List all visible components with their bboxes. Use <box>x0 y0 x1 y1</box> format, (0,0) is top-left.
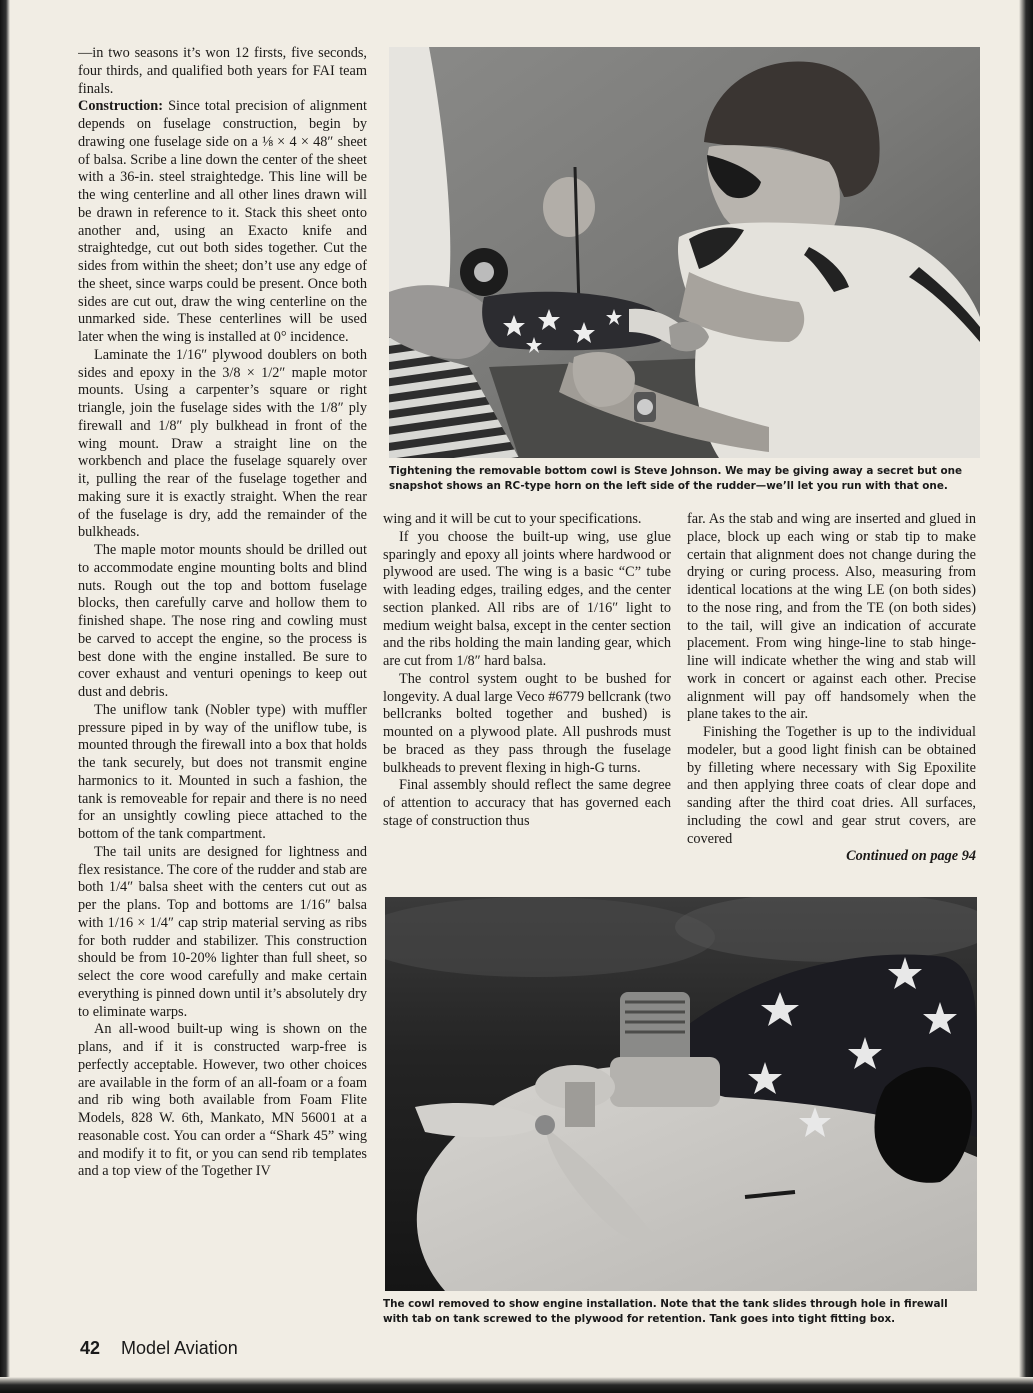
page-edge-shadow-left <box>0 0 10 1393</box>
photo-engine-illustration <box>385 897 977 1291</box>
page-edge-shadow-right <box>1019 0 1033 1393</box>
photo-steve-johnson-cowl <box>389 47 980 458</box>
column3-paragraph-1: far. As the stab and wing are inserted and glued in place, block up each wing or stab tip to make certain that alignment does not change during the drying or curing process. Also, measuring from identical locations at the wing LE (on both sides) to the nose ring, and from the TE (on both sides) to the tail, will give an indication of accurate placement. From wing hinge-line to stab hinge-line will indicate whether the wing and stab will work in concert or against each other. Precise alignment will pay off handsomely when the plane takes to the air. <box>687 511 976 723</box>
construction-runin-heading: Construction: <box>78 98 163 115</box>
article-column-2 <box>383 511 671 886</box>
caption-bottom-line-2: with tab on tank screwed to the plywood for retention. Tank goes into tight fitting box. <box>383 1313 896 1325</box>
column1-paragraph-3: Laminate the 1/16″ plywood doublers on both sides and epoxy in the 3/8 × 1/2″ maple motor mounts. Using a carpenter’s square or right triangle, join the fuselage sides with the 1/8″ ply firewall and 1/8″ ply bulkhead in front of the wing mount. Draw a straight line on the workbench and place the fuselage squarely over it, pulling the rear of the fuselage together and making sure it is exactly straight. When the rear of the fuselage is dry, add the remainder of the bulkheads. <box>78 346 367 541</box>
article-column-1 <box>78 45 367 1335</box>
caption-top-line-2: snapshot shows an RC-type horn on the left side of the rudder—we’ll let you run with that one. <box>389 480 948 492</box>
column2-paragraph-3: The control system ought to be bushed for longevity. A dual large Veco #6779 bellcrank (two bellcranks bolted together and bushed) is mounted on a plywood plate. All pushrods must be braced as they pass through the fuselage bulkheads to prevent flexing in high-G turns. <box>383 670 671 776</box>
column1-paragraph-7: An all-wood built-up wing is shown on the plans, and if it is constructed warp-free is perfectly acceptable. However, two other choices are available in the form of an all-foam or a foam and rib wing both available from Foam Flite Models, 828 W. 6th, Mankato, MN 56001 at a reasonable cost. You can order a “Shark 45” wing and modify it to fit, or you can send rib templates and a top view of the Together IV <box>78 1021 367 1180</box>
photo-steve-johnson-illustration <box>389 47 980 458</box>
page-footer <box>80 1338 238 1359</box>
page-edge-shadow-bottom <box>0 1377 1033 1393</box>
caption-bottom-line-1: The cowl removed to show engine installation. Note that the tank slides through hole in firewall <box>383 1298 948 1310</box>
column1-paragraph-2 <box>78 98 367 347</box>
column2-paragraph-2: If you choose the built-up wing, use glue sparingly and epoxy all joints where hardwood or plywood are used. The wing is a basic “C” tube with leading edges, trailing edges, and the center section planked. All ribs are of 1/16″ light to medium weight balsa, except in the center section and the ribs holding the main landing gear, which are cut from 1/8″ hard balsa. <box>383 528 671 669</box>
caption-top-photo <box>389 464 989 494</box>
continued-on-page-note: Continued on page 94 <box>846 848 976 865</box>
caption-top-line-1: Tightening the removable bottom cowl is Steve Johnson. We may be giving away a secret but one <box>389 465 963 477</box>
photo-engine-installation <box>385 897 977 1291</box>
article-column-3 <box>687 511 976 886</box>
column3-paragraph-2: Finishing the Together is up to the individual modeler, but a good light finish can be obtained by filleting where necessary with Sig Epoxilite and then applying three coats of clear dope and sanding after the third coat dries. All surfaces, including the cowl and gear strut covers, are covered <box>687 724 976 847</box>
column1-paragraph-6: The tail units are designed for lightness and flex resistance. The core of the rudder and stab are both 1/4″ balsa sheet with the centers cut out as per the plans. Top and bottoms are 1/16″ balsa with 1/16 × 1/4″ cap strip material serving as ribs for both rudder and stabilizer. This construction should be from 10-20% lighter than full sheet, so select the core wood carefully and make certain everything is pinned down until it’s absolutely dry to eliminate warps. <box>78 843 367 1020</box>
construction-text: Since total precision of alignment depends on fuselage construction, begin by drawing one fuselage side on a ⅛ × 4 × 48″ sheet of balsa. Scribe a line down the center of the sheet with a 36-in. steel straightedge. This line will be the wing centerline and all other lines drawn will be drawn in reference to it. Stack this sheet onto another and, using an Exacto knife and straightedge, cut out both sides together. Cut the sides from within the sheet; don’t use any edge of the sheet, since warps could be present. Once both sides are cut out, draw the wing centerline on the unmarked side. These centerlines will be used later when the wing is installed at 0° incidence. <box>78 98 367 345</box>
page-number: 42 <box>80 1338 101 1358</box>
publication-name: Model Aviation <box>121 1338 238 1358</box>
caption-bottom-photo <box>383 1297 983 1327</box>
column1-paragraph-1: —in two seasons it’s won 12 firsts, five seconds, four thirds, and qualified both years for FAI team finals. <box>78 45 367 97</box>
column2-paragraph-1: wing and it will be cut to your specifications. <box>383 511 642 527</box>
column1-paragraph-4: The maple motor mounts should be drilled out to accommodate engine mounting bolts and blind nuts. Rough out the top and bottom fuselage blocks, then carefully carve and hollow them to finished shape. The nose ring and cowling must be carved to accept the engine, so the process is best done with the engine installed. Be sure to cover exhaust and venturi openings to keep out dust and debris. <box>78 542 367 700</box>
column2-paragraph-4: Final assembly should reflect the same degree of attention to accuracy that has governed each stage of construction thus <box>383 777 671 829</box>
column1-paragraph-5: The uniflow tank (Nobler type) with muffler pressure piped in by way of the uniflow tube, is mounted through the firewall into a box that holds the tank securely, but does not transmit engine harmonics to it. Mounted in such a fashion, the tank is removeable for repair and there is no need for an unsightly cowling piece attached to the bottom of the tank compartment. <box>78 701 367 842</box>
